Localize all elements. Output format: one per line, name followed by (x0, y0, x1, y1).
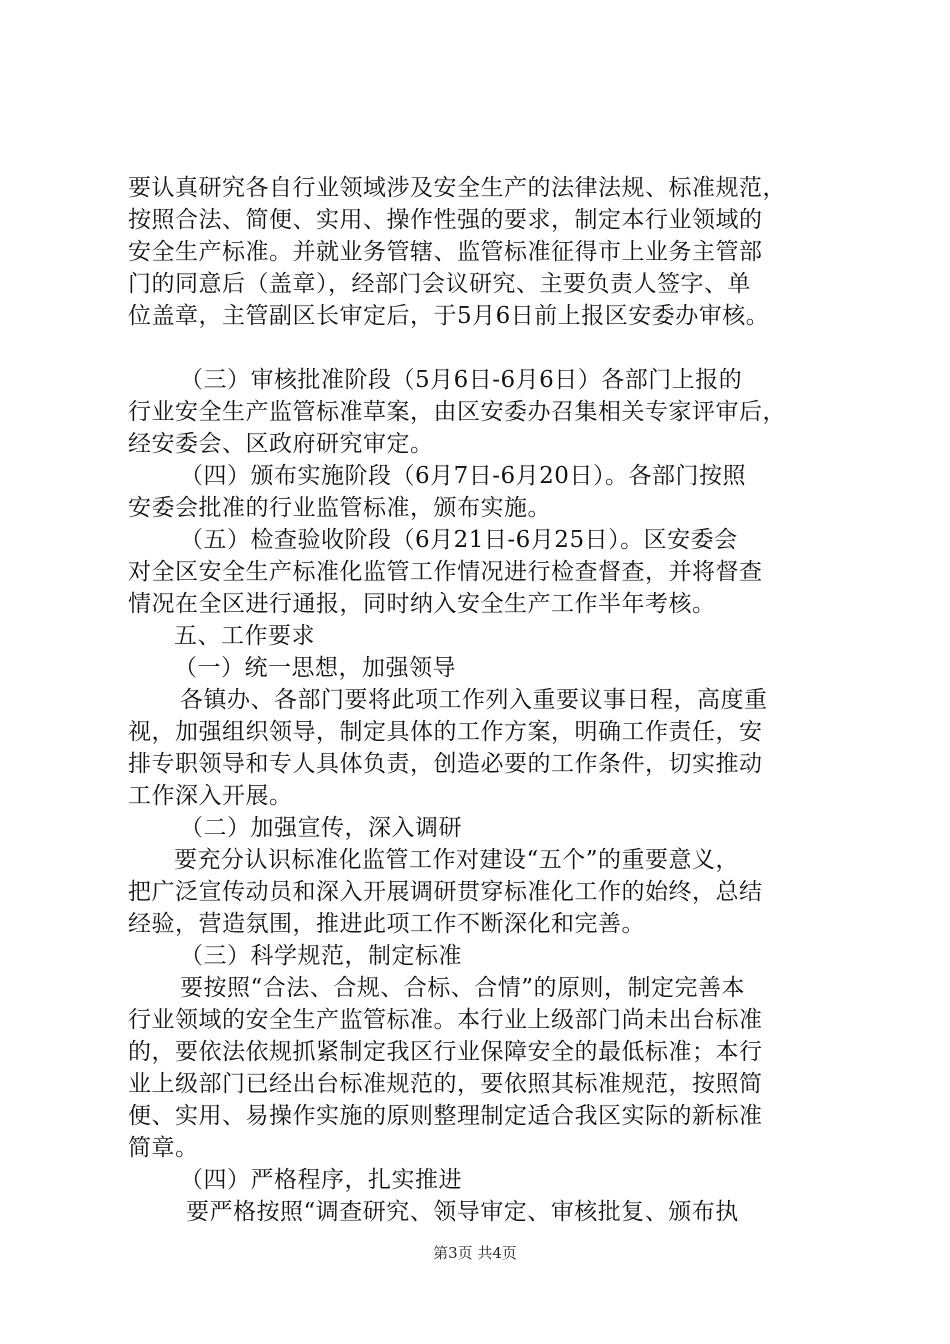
text-line: 各镇办、各部门要将此项工作列入重要议事日程，高度重 (180, 687, 768, 713)
text-line: 按照合法、简便、实用、操作性强的要求，制定本行业领域的 (128, 207, 763, 233)
text-line: （四）严格程序，扎实推进 (180, 1167, 462, 1193)
text-line: （一）统一思想，加强领导 (174, 655, 456, 681)
text-line: 要认真研究各自行业领域涉及安全生产的法律法规、标准规范， (128, 175, 786, 201)
text-line: 情况在全区进行通报，同时纳入安全生产工作半年考核。 (128, 591, 716, 617)
text-line: （二）加强宣传，深入调研 (180, 815, 462, 841)
text-line: （五）检查验收阶段（6月21日-6月25日）。区安委会 (180, 527, 738, 553)
text-line: 对全区安全生产标准化监管工作情况进行检查督查，并将督查 (128, 559, 763, 585)
text-line: 把广泛宣传动员和深入开展调研贯穿标准化工作的始终，总结 (128, 879, 763, 905)
text-line: （四）颁布实施阶段（6月7日-6月20日）。各部门按照 (180, 463, 746, 489)
text-line: 要按照“合法、合规、合标、合情”的原则，制定完善本 (180, 975, 746, 1001)
text-line: 要严格按照“调查研究、领导审定、审核批复、颁布执 (186, 1199, 739, 1225)
text-line: 要充分认识标准化监管工作对建设“五个”的重要意义， (174, 847, 740, 873)
text-line: 经安委会、区政府研究审定。 (128, 431, 434, 457)
document-body (128, 172, 828, 1228)
text-line: 五、工作要求 (174, 623, 315, 649)
text-line: 经验，营造氛围，推进此项工作不断深化和完善。 (128, 911, 645, 937)
text-line: 行业安全生产监管标准草案，由区安委办召集相关专家评审后， (128, 399, 786, 425)
text-line: 排专职领导和专人具体负责，创造必要的工作条件，切实推动 (128, 751, 763, 777)
text-line: （三）科学规范，制定标准 (180, 943, 462, 969)
text-line: 安全生产标准。并就业务管辖、监管标准征得市上业务主管部 (128, 239, 763, 265)
text-line: 的，要依法依规抓紧制定我区行业保障安全的最低标准；本行 (128, 1039, 763, 1065)
text-line: 行业领域的安全生产监管标准。本行业上级部门尚未出台标准 (128, 1007, 763, 1033)
text-line: （三）审核批准阶段（5月6日-6月6日）各部门上报的 (180, 367, 743, 393)
text-line: 位盖章，主管副区长审定后，于5月6日前上报区安委办审核。 (128, 303, 770, 329)
text-line: 门的同意后（盖章），经部门会议研究、主要负责人签字、单 (128, 271, 751, 297)
text-line: 业上级部门已经出台标准规范的，要依照其标准规范，按照简 (128, 1071, 763, 1097)
text-line: 简章。 (128, 1135, 199, 1161)
text-line: 工作深入开展。 (128, 783, 293, 809)
blank-line (128, 332, 828, 364)
text-line: 安委会批准的行业监管标准，颁布实施。 (128, 495, 551, 521)
text-line: 便、实用、易操作实施的原则整理制定适合我区实际的新标准 (128, 1103, 763, 1129)
page-footer: 第3页 共4页 (433, 1244, 517, 1262)
text-line: 视，加强组织领导，制定具体的工作方案，明确工作责任，安 (128, 719, 763, 745)
